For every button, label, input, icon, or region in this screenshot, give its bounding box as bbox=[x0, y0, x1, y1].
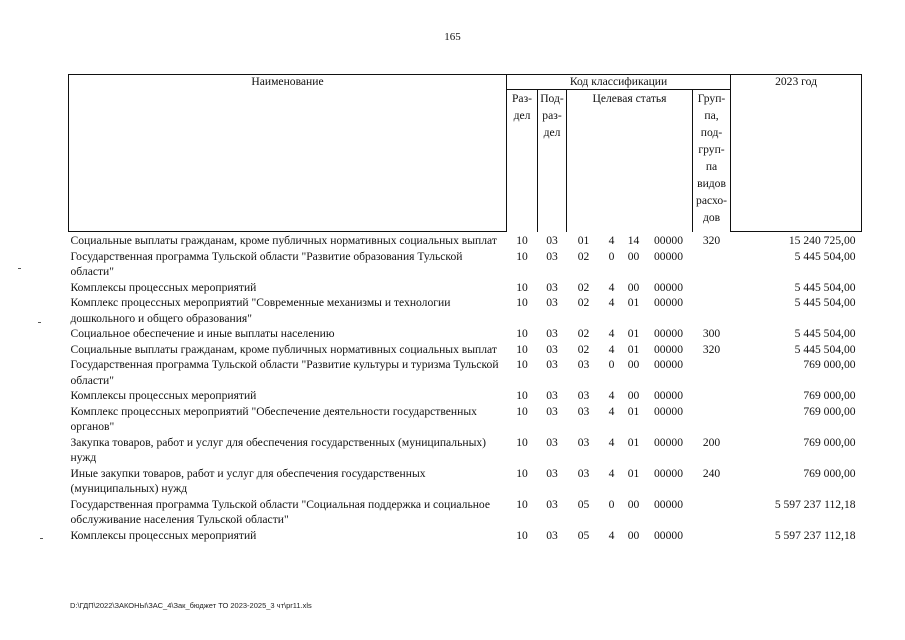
row-target-program: 05 bbox=[577, 497, 590, 511]
row-podrazdel: 03 bbox=[546, 358, 558, 371]
header-podrazdel-line: раз- bbox=[542, 109, 562, 122]
table-header bbox=[69, 75, 862, 232]
row-amount: 5 445 504,00 bbox=[794, 342, 856, 356]
scan-mark bbox=[40, 538, 43, 539]
row-target-type: 4 bbox=[608, 233, 615, 247]
row-target-subprogram: 00 bbox=[627, 358, 640, 371]
table-row bbox=[69, 326, 862, 342]
row-amount: 5 445 504,00 bbox=[794, 296, 856, 309]
table-row bbox=[69, 232, 862, 249]
row-podrazdel: 03 bbox=[546, 342, 558, 356]
row-expense-type bbox=[693, 528, 731, 544]
row-target-direction: 00000 bbox=[654, 358, 683, 371]
header-group-line: груп- bbox=[698, 143, 725, 156]
row-expense-type bbox=[693, 497, 731, 528]
row-razdel: 10 bbox=[516, 296, 528, 309]
table-row bbox=[69, 295, 862, 326]
row-razdel: 10 bbox=[516, 497, 528, 511]
header-group-line: дов bbox=[702, 211, 721, 224]
header-podrazdel-line: Под- bbox=[540, 92, 564, 105]
row-target-program: 03 bbox=[577, 404, 590, 418]
table-row bbox=[69, 342, 862, 358]
row-target-program: 02 bbox=[577, 249, 590, 263]
row-name: Иные закупки товаров, работ и услуг для обеспечения государственных (муниципальных) нужд bbox=[70, 466, 426, 495]
row-amount: 769 000,00 bbox=[803, 404, 856, 418]
row-target-direction: 00000 bbox=[654, 528, 683, 542]
row-target-program: 02 bbox=[577, 280, 590, 294]
header-group bbox=[693, 90, 731, 232]
row-target-type: 4 bbox=[608, 296, 615, 309]
row-name: Социальные выплаты гражданам, кроме публичных нормативных социальных выплат bbox=[70, 342, 497, 356]
row-name: Государственная программа Тульской области "Развитие образования Тульской области" bbox=[70, 249, 463, 278]
row-target-type: 4 bbox=[608, 404, 615, 418]
row-amount: 5 445 504,00 bbox=[794, 280, 856, 294]
footer-file-path: D:\ГДП\2022\ЗАКОНЫ\ЗАС_4\Зак_бюджет ТО 2023-2025_3 чт\pr11.xls bbox=[70, 601, 312, 610]
scan-mark bbox=[18, 268, 21, 269]
row-target-subprogram: 01 bbox=[627, 435, 640, 449]
row-razdel: 10 bbox=[516, 466, 528, 480]
row-razdel: 10 bbox=[516, 404, 528, 418]
row-target-subprogram: 00 bbox=[627, 249, 640, 263]
row-name: Комплекс процессных мероприятий "Обеспечение деятельности государственных органов" bbox=[70, 404, 477, 433]
row-target-program: 01 bbox=[577, 233, 590, 247]
row-razdel: 10 bbox=[516, 389, 528, 402]
row-expense-type: 320 bbox=[702, 342, 721, 356]
row-expense-type: 240 bbox=[702, 466, 721, 480]
row-target-subprogram: 01 bbox=[627, 327, 640, 340]
row-expense-type bbox=[693, 249, 731, 280]
row-expense-type: 200 bbox=[702, 435, 721, 449]
row-name: Комплексы процессных мероприятий bbox=[70, 280, 257, 294]
header-group-line: па bbox=[705, 160, 718, 173]
table-row bbox=[69, 249, 862, 280]
row-target-type: 0 bbox=[608, 497, 615, 511]
row-target-direction: 00000 bbox=[654, 296, 683, 309]
row-target-direction: 00000 bbox=[654, 249, 683, 263]
row-target-program: 03 bbox=[577, 358, 590, 371]
row-amount: 15 240 725,00 bbox=[788, 234, 856, 247]
row-target-subprogram: 00 bbox=[627, 528, 640, 542]
row-target-subprogram: 14 bbox=[627, 233, 640, 247]
row-expense-type: 300 bbox=[702, 327, 721, 340]
row-name: Социальные выплаты гражданам, кроме публичных нормативных социальных выплат bbox=[70, 234, 497, 247]
row-razdel: 10 bbox=[516, 249, 528, 263]
row-expense-type bbox=[693, 404, 731, 435]
row-target-direction: 00000 bbox=[654, 389, 683, 402]
row-target-program: 02 bbox=[577, 342, 590, 356]
row-podrazdel: 03 bbox=[546, 435, 558, 449]
row-name: Комплексы процессных мероприятий bbox=[70, 389, 257, 402]
table-row bbox=[69, 357, 862, 388]
header-group-line: под- bbox=[700, 126, 723, 139]
row-target-direction: 00000 bbox=[654, 435, 683, 449]
header-razdel-line: дел bbox=[513, 109, 531, 122]
table-body bbox=[69, 232, 862, 544]
row-target-direction: 00000 bbox=[654, 280, 683, 294]
row-target-type: 0 bbox=[608, 249, 615, 263]
row-expense-type bbox=[693, 388, 731, 404]
row-target-type: 0 bbox=[608, 358, 615, 371]
scan-mark bbox=[38, 322, 41, 323]
header-name: Наименование bbox=[69, 75, 507, 232]
row-podrazdel: 03 bbox=[546, 497, 558, 511]
row-target-subprogram: 00 bbox=[627, 389, 640, 402]
table-row bbox=[69, 404, 862, 435]
table-row bbox=[69, 466, 862, 497]
budget-table bbox=[68, 74, 862, 543]
row-name: Государственная программа Тульской области "Социальная поддержка и социальное обслуживание населения Тульской области" bbox=[70, 497, 491, 526]
row-razdel: 10 bbox=[516, 358, 528, 371]
row-target-program: 03 bbox=[577, 389, 590, 402]
row-target-program: 05 bbox=[577, 528, 590, 542]
row-razdel: 10 bbox=[516, 233, 528, 247]
row-target-type: 4 bbox=[608, 528, 615, 542]
row-amount: 769 000,00 bbox=[803, 435, 856, 449]
row-expense-type bbox=[693, 280, 731, 296]
row-target-subprogram: 01 bbox=[627, 466, 640, 480]
row-podrazdel: 03 bbox=[546, 296, 558, 309]
row-target-direction: 00000 bbox=[654, 327, 683, 340]
row-target-program: 03 bbox=[577, 466, 590, 480]
header-razdel bbox=[507, 90, 538, 232]
row-razdel: 10 bbox=[516, 342, 528, 356]
row-podrazdel: 03 bbox=[546, 528, 558, 542]
row-podrazdel: 03 bbox=[546, 233, 558, 247]
row-target-direction: 00000 bbox=[654, 404, 683, 418]
row-target-program: 02 bbox=[577, 327, 590, 340]
row-expense-type bbox=[693, 357, 731, 388]
row-target-subprogram: 00 bbox=[627, 280, 640, 294]
row-podrazdel: 03 bbox=[546, 280, 558, 294]
row-target-direction: 00000 bbox=[654, 466, 683, 480]
row-razdel: 10 bbox=[516, 327, 528, 340]
row-amount: 5 445 504,00 bbox=[794, 249, 856, 263]
row-target-subprogram: 01 bbox=[627, 404, 640, 418]
row-target-type: 4 bbox=[608, 327, 615, 340]
row-amount: 769 000,00 bbox=[803, 389, 856, 402]
row-target-program: 03 bbox=[577, 435, 590, 449]
header-group-line: па, bbox=[704, 109, 719, 122]
row-name: Комплекс процессных мероприятий "Современные механизмы и технологии дошкольного и общего образования" bbox=[70, 296, 451, 325]
row-amount: 5 445 504,00 bbox=[794, 327, 856, 340]
row-razdel: 10 bbox=[516, 435, 528, 449]
row-razdel: 10 bbox=[516, 528, 528, 542]
row-razdel: 10 bbox=[516, 280, 528, 294]
row-target-subprogram: 00 bbox=[627, 497, 640, 511]
row-podrazdel: 03 bbox=[546, 327, 558, 340]
header-razdel-line: Раз- bbox=[511, 92, 533, 105]
row-target-program: 02 bbox=[577, 296, 590, 309]
header-group-line: расхо- bbox=[696, 194, 727, 207]
header-group-line: Груп- bbox=[697, 92, 726, 105]
row-target-type: 4 bbox=[608, 466, 615, 480]
row-podrazdel: 03 bbox=[546, 249, 558, 263]
page-number: 165 bbox=[444, 31, 461, 43]
header-code: Код классификации bbox=[507, 75, 731, 90]
row-amount: 5 597 237 112,18 bbox=[774, 497, 856, 511]
row-amount: 769 000,00 bbox=[803, 466, 856, 480]
row-podrazdel: 03 bbox=[546, 389, 558, 402]
row-target-subprogram: 01 bbox=[627, 296, 640, 309]
row-target-subprogram: 01 bbox=[627, 342, 640, 356]
row-target-type: 4 bbox=[608, 435, 615, 449]
table-row bbox=[69, 497, 862, 528]
row-name: Комплексы процессных мероприятий bbox=[70, 528, 257, 542]
row-target-type: 4 bbox=[608, 342, 615, 356]
row-target-direction: 00000 bbox=[654, 342, 683, 356]
row-podrazdel: 03 bbox=[546, 466, 558, 480]
header-target: Целевая статья bbox=[567, 90, 693, 232]
row-amount: 769 000,00 bbox=[803, 358, 856, 371]
row-name: Социальное обеспечение и иные выплаты населению bbox=[70, 327, 335, 340]
row-target-type: 4 bbox=[608, 280, 615, 294]
table-row bbox=[69, 528, 862, 544]
row-expense-type: 320 bbox=[702, 233, 721, 247]
header-year: 2023 год bbox=[731, 75, 862, 232]
row-expense-type bbox=[693, 295, 731, 326]
table-row bbox=[69, 435, 862, 466]
row-target-type: 4 bbox=[608, 389, 615, 402]
table-row bbox=[69, 280, 862, 296]
header-group-line: видов bbox=[697, 177, 726, 190]
row-amount: 5 597 237 112,18 bbox=[774, 528, 856, 542]
header-podrazdel-line: дел bbox=[543, 126, 561, 139]
header-podrazdel bbox=[538, 90, 567, 232]
row-name: Закупка товаров, работ и услуг для обеспечения государственных (муниципальных) нужд bbox=[70, 435, 487, 464]
row-name: Государственная программа Тульской области "Развитие культуры и туризма Тульской области" bbox=[70, 358, 499, 387]
row-podrazdel: 03 bbox=[546, 404, 558, 418]
row-target-direction: 00000 bbox=[654, 233, 683, 247]
table-row bbox=[69, 388, 862, 404]
row-target-direction: 00000 bbox=[654, 497, 683, 511]
